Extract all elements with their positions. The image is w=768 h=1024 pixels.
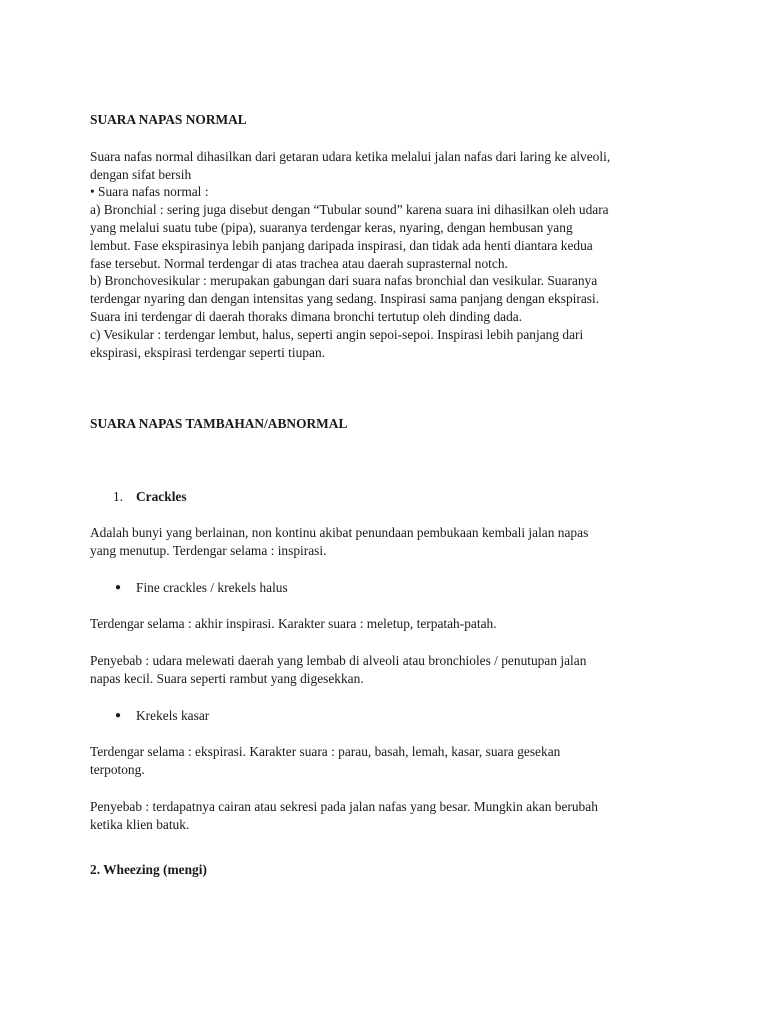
list-line-9: c) Vesikular : terdengar lembut, halus, seperti angin sepoi-sepoi. Inspirasi lebih panjang dari xyxy=(90,327,584,342)
krekels-kasar-p1-line-1: Terdengar selama : ekspirasi. Karakter suara : parau, basah, lemah, kasar, suara gesekan xyxy=(90,744,561,759)
krekels-kasar-p1-line-2: terpotong. xyxy=(90,762,145,777)
bullet-icon: ● xyxy=(115,710,122,721)
fine-crackles-p2-line-1: Penyebab : udara melewati daerah yang lembab di alveoli atau bronchioles / penutupan jalan xyxy=(90,653,587,668)
wheezing-heading: 2. Wheezing (mengi) xyxy=(90,862,207,877)
crackles-title: Crackles xyxy=(136,489,187,504)
crackles-desc-line-1: Adalah bunyi yang berlainan, non kontinu akibat penundaan pembukaan kembali jalan napas xyxy=(90,525,589,540)
list-line-6: b) Bronchovesikular : merupakan gabungan dari suara nafas bronchial dan vesikular. Suaranya xyxy=(90,273,598,288)
intro-line-2: dengan sifat bersih xyxy=(90,167,192,182)
heading-suara-napas-tambahan: SUARA NAPAS TAMBAHAN/ABNORMAL xyxy=(90,416,348,431)
list-number-1: 1. xyxy=(113,489,124,504)
krekels-kasar-title: Krekels kasar xyxy=(136,708,210,723)
list-line-2: a) Bronchial : sering juga disebut dengan “Tubular sound” karena suara ini dihasilkan oleh udara xyxy=(90,202,609,217)
crackles-desc-line-2: yang menutup. Terdengar selama : inspirasi. xyxy=(90,543,327,558)
fine-crackles-title: Fine crackles / krekels halus xyxy=(136,580,288,595)
krekels-kasar-p2-line-2: ketika klien batuk. xyxy=(90,817,190,832)
list-line-4: lembut. Fase ekspirasinya lebih panjang daripada inspirasi, dan tidak ada henti diantara kedua xyxy=(90,238,593,253)
krekels-kasar-p2-line-1: Penyebab : terdapatnya cairan atau sekresi pada jalan nafas yang besar. Mungkin akan berubah xyxy=(90,799,598,814)
fine-crackles-p1: Terdengar selama : akhir inspirasi. Karakter suara : meletup, terpatah-patah. xyxy=(90,616,497,631)
list-line-5: fase tersebut. Normal terdengar di atas trachea atau daerah suprasternal notch. xyxy=(90,256,508,271)
heading-suara-napas-normal: SUARA NAPAS NORMAL xyxy=(90,112,247,127)
list-line-7: terdengar nyaring dan dengan intensitas yang sedang. Inspirasi sama panjang dengan ekspirasi. xyxy=(90,291,600,306)
list-line-8: Suara ini terdengar di daerah thoraks dimana bronchi tertutup oleh dinding dada. xyxy=(90,309,523,324)
list-line-10: ekspirasi, ekspirasi terdengar seperti tiupan. xyxy=(90,345,326,360)
fine-crackles-p2-line-2: napas kecil. Suara seperti rambut yang digesekkan. xyxy=(90,671,364,686)
bullet-icon: ● xyxy=(115,582,122,593)
list-line-3: yang melalui suatu tube (pipa), suaranya terdengar keras, nyaring, dengan hembusan yang xyxy=(90,220,573,235)
list-line-1: • Suara nafas normal : xyxy=(90,184,209,199)
intro-line-1: Suara nafas normal dihasilkan dari getaran udara ketika melalui jalan nafas dari laring ke alveoli, xyxy=(90,149,611,164)
